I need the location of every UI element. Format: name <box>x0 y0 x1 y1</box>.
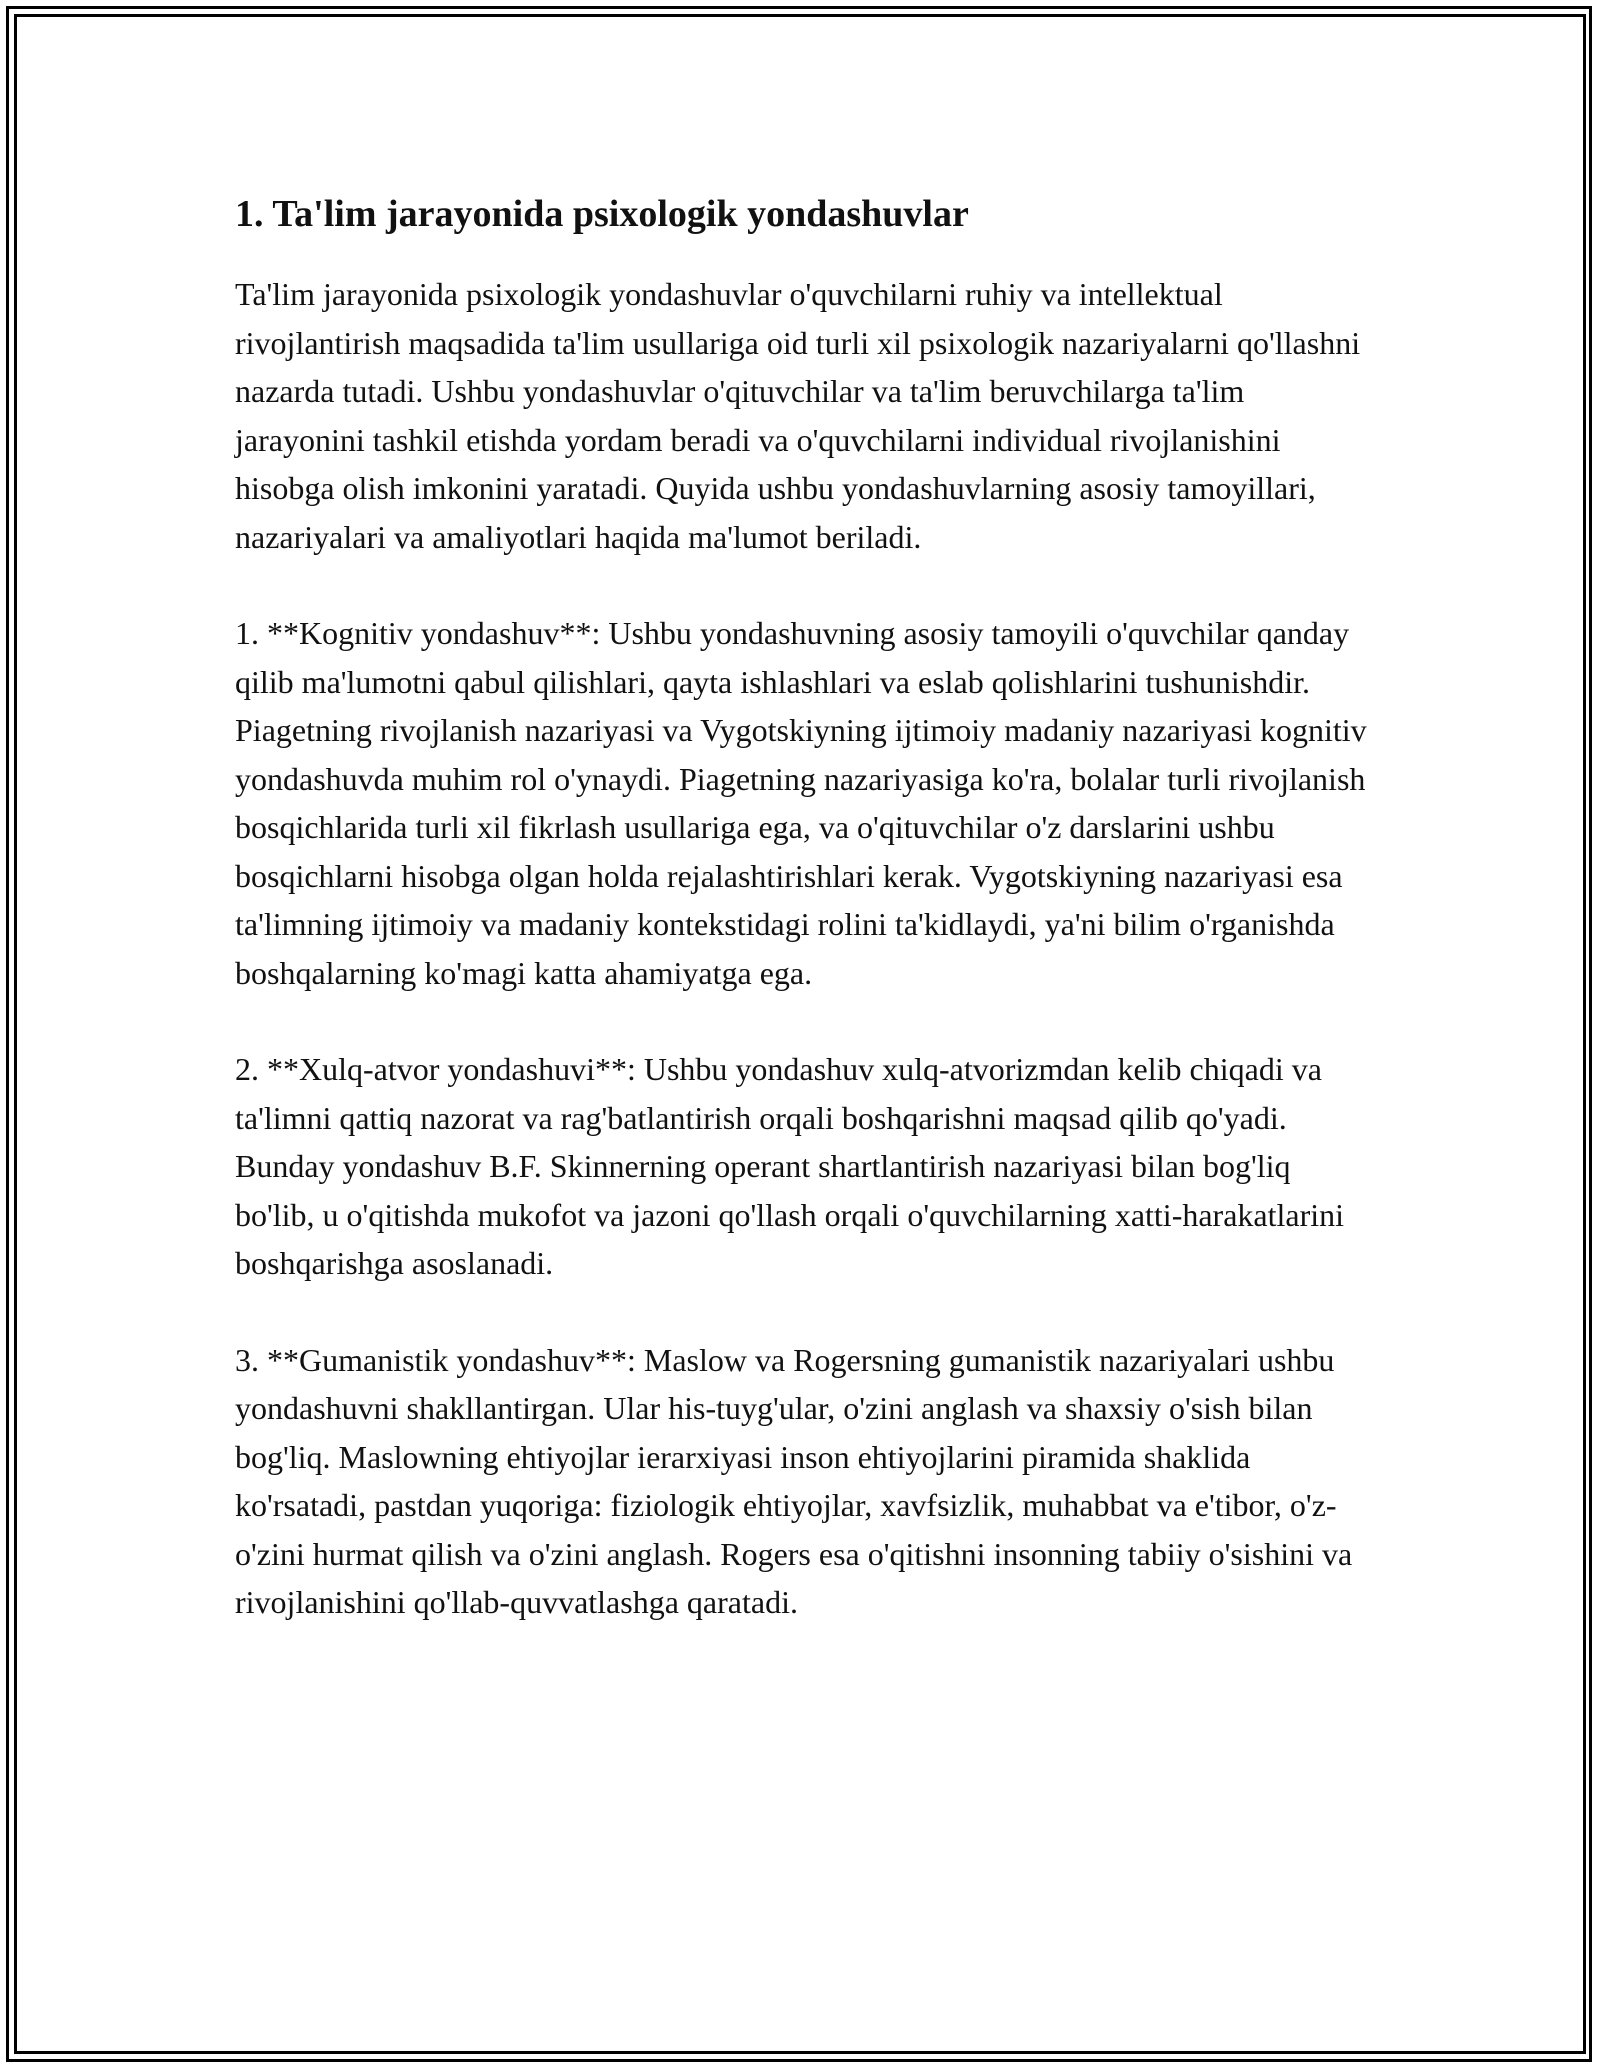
intro-paragraph: Ta'lim jarayonida psixologik yondashuvlar o'quvchilarni ruhiy va intellektual rivojlantirish maqsadida ta'lim usullariga oid turli xil psixologik nazariyalarni qo'llashni nazarda tutadi. Ushbu yondashuvlar o'qituvchilar va ta'lim beruvchilarga ta'lim jarayonini tashkil etishda yordam beradi va o'quvchilarni individual rivojlanishini hisobga olish imkonini yaratadi. Quyida ushbu yondashuvlarning asosiy tamoyillari, nazariyalari va amaliyotlari haqida ma'lumot beriladi. <box>235 276 1361 555</box>
behavioral-approach-paragraph: 2. **Xulq-atvor yondashuvi**: Ushbu yondashuv xulq-atvorizmdan kelib chiqadi va ta'limni qattiq nazorat va rag'batlantirish orqali boshqarishni maqsad qilib qo'yadi. Bunday yondashuv B.F. Skinnerning operant shartlantirish nazariyasi bilan bog'liq bo'lib, u o'qitishda mukofot va jazoni qo'llash orqali o'quvchilarning xatti-harakatlarini boshqarishga asoslanadi. <box>235 1051 1345 1281</box>
section-heading: 1. Ta'lim jarayonida psixologik yondashuvlar <box>235 193 969 235</box>
document-body <box>235 188 1375 1675</box>
cognitive-approach-paragraph: 1. **Kognitiv yondashuv**: Ushbu yondashuvning asosiy tamoyili o'quvchilar qanday qilib ma'lumotni qabul qilishlari, qayta ishlashlari va eslab qolishlarini tushunishdir. Piagetning rivojlanish nazariyasi va Vygotskiyning ijtimoiy madaniy nazariyasi kognitiv yondashuvda muhim rol o'ynaydi. Piagetning nazariyasiga ko'ra, bolalar turli rivojlanish bosqichlarida turli xil fikrlash usullariga ega, va o'qituvchilar o'z darslarini ushbu bosqichlarni hisobga olgan holda rejalashtirishlari kerak. Vygotskiyning nazariyasi esa ta'limning ijtimoiy va madaniy kontekstidagi rolini ta'kidlaydi, ya'ni bilim o'rganishda boshqalarning ko'magi katta ahamiyatga ega. <box>235 615 1367 991</box>
humanistic-approach-paragraph: 3. **Gumanistik yondashuv**: Maslow va Rogersning gumanistik nazariyalari ushbu yondashuvni shakllantirgan. Ular his-tuyg'ular, o'zini anglash va shaxsiy o'sish bilan bog'liq. Maslowning ehtiyojlar ierarxiyasi inson ehtiyojlarini piramida shaklida ko'rsatadi, pastdan yuqoriga: fiziologik ehtiyojlar, xavfsizlik, muhabbat va e'tibor, o'z-o'zini hurmat qilish va o'zini anglash. Rogers esa o'qitishni insonning tabiiy o'sishini va rivojlanishini qo'llab-quvvatlashga qaratadi. <box>235 1341 1353 1620</box>
